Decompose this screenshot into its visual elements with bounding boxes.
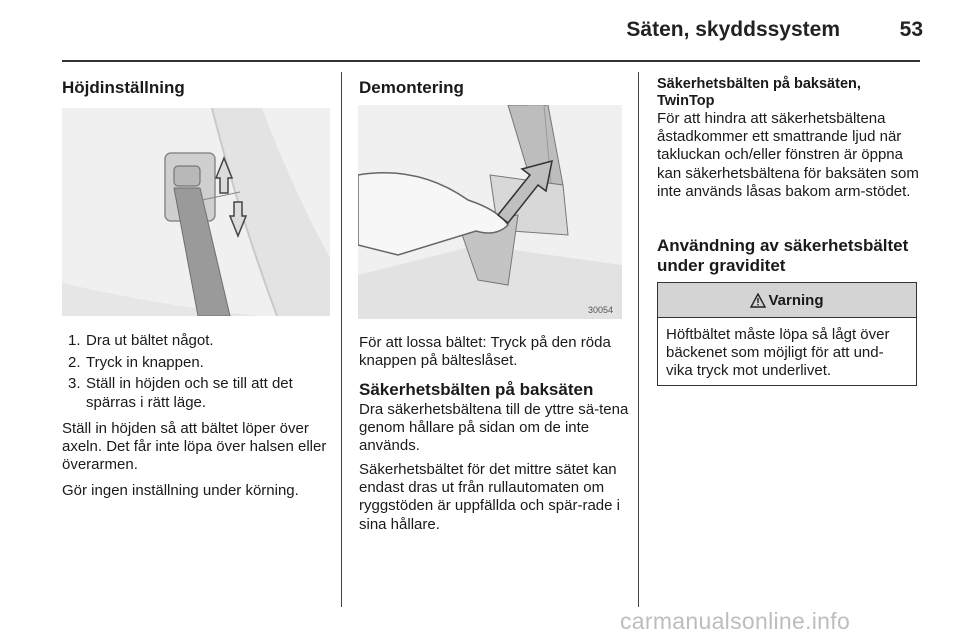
step-item: 1. Dra ut bältet något.	[68, 332, 214, 349]
column-divider-2	[638, 72, 639, 607]
paragraph-belt-position: Ställ in höjden så att bältet löper över axeln. Det får inte löpa över halsen eller överarmen.	[62, 420, 327, 474]
header-rule	[62, 60, 920, 62]
figure-code: 30054	[588, 305, 614, 315]
heading-rear-seatbelts: Säkerhetsbälten på baksäten	[359, 380, 594, 399]
step-item: 3. Ställ in höjden och se till att det spärras i rätt läge.	[68, 375, 293, 411]
paragraph-rear-belts-holders: Dra säkerhetsbältena till de yttre sä-tena genom hållare på sidan om de inte används.	[359, 401, 629, 455]
warning-header	[658, 283, 916, 318]
heading-twintop-rear-belts: Säkerhetsbälten på baksäten, TwinTop	[657, 76, 861, 109]
watermark: carmanualsonline.info	[620, 608, 851, 634]
warning-box	[657, 282, 917, 386]
paragraph-twintop: För att hindra att säkerhetsbältena åstadkommer ett smattrande ljud när takluckan och/eller fönstren är öppna kan säkerhetsbältena för baksäten som inte används låsas bakom arm-stödet.	[657, 110, 919, 200]
page-number: 53	[899, 18, 923, 41]
warning-triangle-icon	[750, 293, 766, 308]
step-item: 2. Tryck in knappen.	[68, 353, 204, 371]
warning-title: Varning	[768, 291, 824, 309]
heading-height-adjustment: Höjdinställning	[62, 78, 185, 97]
steps-list	[62, 332, 332, 415]
paragraph-no-adjust-driving: Gör ingen inställning under körning.	[62, 482, 299, 499]
warning-text: Höftbältet måste löpa så lågt över bäckenet som möjligt för att und-vika tryck mot underlivet.	[666, 326, 890, 380]
seatbelt-height-adjuster-illustration	[62, 108, 330, 316]
paragraph-middle-seat-belt: Säkerhetsbältet för det mittre sätet kan endast dras ut från rullautomaten om ryggstöden är uppfällda och spär-rade i sina hållare.	[359, 461, 620, 533]
paragraph-buckle-release: För att lossa bältet: Tryck på den röda knappen på bälteslåset.	[359, 334, 611, 370]
buckle-release-illustration	[358, 105, 622, 319]
column-divider-1	[341, 72, 342, 607]
heading-pregnancy: Användning av säkerhetsbältet under graviditet	[657, 236, 909, 275]
page-header-title: Säten, skyddssystem	[626, 18, 840, 41]
heading-removal: Demontering	[359, 78, 464, 97]
